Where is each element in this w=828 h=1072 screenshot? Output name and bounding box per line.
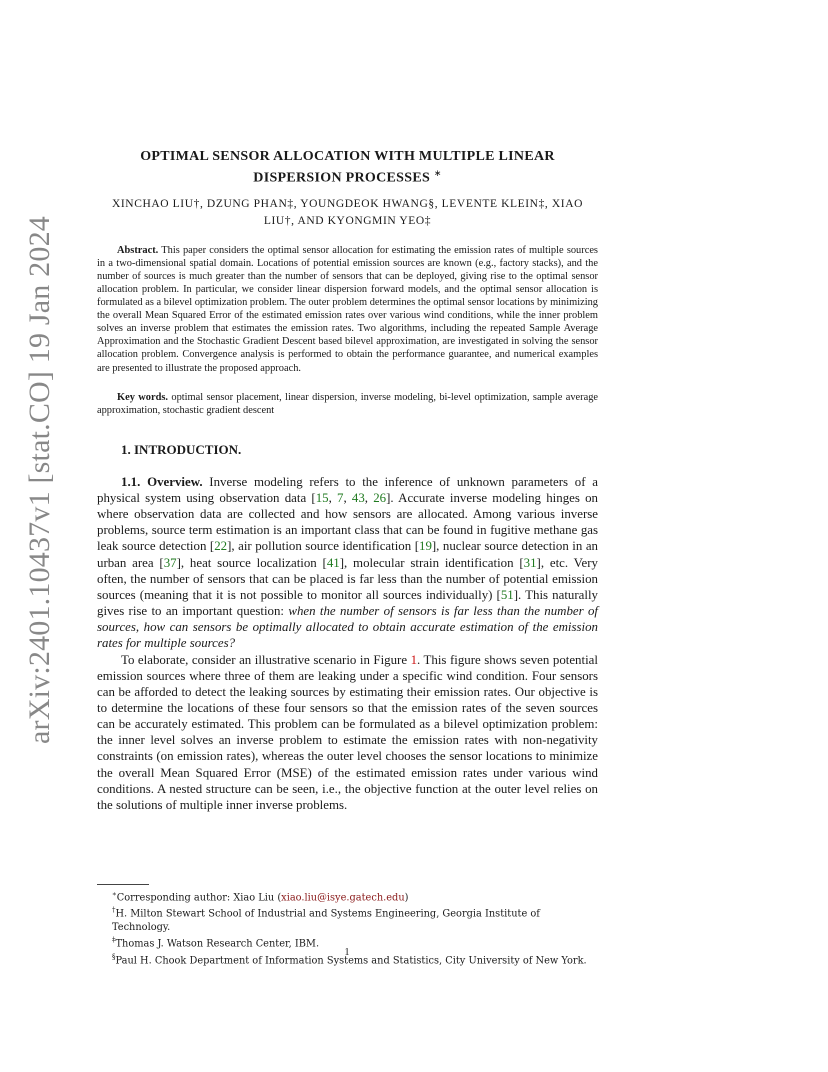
text-run: ], nuclear source detection in an urban area [	[97, 539, 598, 570]
text-run: ], heat source localization [	[176, 555, 327, 570]
footnote-text: Paul H. Chook Department of Information Systems and Statistics, City University of New York.	[115, 954, 587, 966]
footnote-text: )	[404, 892, 409, 904]
page-number: 1	[344, 947, 350, 958]
citation-link[interactable]: 31	[523, 555, 537, 570]
title-footnote-mark: ∗	[433, 168, 442, 178]
title-line-1: OPTIMAL SENSOR ALLOCATION WITH MULTIPLE LINEAR	[140, 149, 555, 164]
footnote-affiliation-gatech	[97, 904, 598, 934]
footnote-corresponding	[97, 888, 598, 904]
text-run: ]. This naturally gives rise to an important question:	[97, 587, 598, 619]
citation-link[interactable]: 15	[315, 490, 329, 505]
abstract	[97, 244, 598, 375]
paragraph-elaborate	[97, 652, 598, 814]
text-run: ], air pollution source identification [	[227, 539, 419, 554]
keywords-heading: Key words.	[117, 391, 168, 403]
citation-link[interactable]: 22	[214, 539, 228, 554]
citation-link[interactable]: 51	[500, 587, 514, 602]
text-run: ], molecular strain identification [	[339, 555, 524, 570]
email-link[interactable]: xiao.liu@isye.gatech.edu	[281, 892, 405, 904]
paragraph-overview: 1.1. Overview. Inverse modeling refers to the inference of unknown parameters of a physical system using observation data [15, 7, 43, 26]. Accurate inverse modeling hinges on where observation data are collected and how sensors are allocated. Among various inverse problems, source term estimation is an important class that can be found in fugitive methane gas leak source detection [22], air pollution source identification [19], nuclear source detection in an urban area [37], heat source localization [41], molecular strain identification [31], etc. Very often, the number of sensors that can be placed is far less than the number of potential emission sources (meaning that it is not possible to monitor all sources individually) [51]. This naturally gives rise to an important question: when the number of sensors is far less than the number of sources, how can sensors be optimally allocated to obtain accurate estimation of the emission rates for multiple sources?	[97, 474, 598, 651]
keywords	[97, 391, 598, 417]
abstract-text: This paper considers the optimal sensor allocation for estimating the emission rates of multiple sources in a two-dimensional spatial domain. Locations of potential emission sources are known (e.g., factory stacks), and the number of sources is much greater than the number of sensors that can be deployed, giving rise to the optimal sensor allocation problem. In particular, we consider linear dispersion forward models, and the optimal sensor allocation is formulated as a bilevel optimization problem. The outer problem determines the optimal sensor locations by minimizing the overall Mean Squared Error of the estimated emission rates over various wind conditions, while the inner problem solves an inverse problem that estimates the emission rates. Two algorithms, including the repeated Sample Average Approximation and the Stochastic Gradient Descent based bilevel approximation, are investigated in solving the sensor allocation problem. Convergence analysis is performed to obtain the performance guarantee, and numerical examples are presented to illustrate the proposed approach.	[97, 244, 598, 374]
footnote-text: Thomas J. Watson Research Center, IBM.	[115, 938, 320, 950]
text-run: Inverse modeling refers to the inference of unknown parameters of a physical system using observation data [	[97, 474, 598, 505]
citation-link[interactable]: 26	[373, 490, 387, 505]
citation-link[interactable]: 37	[163, 555, 177, 570]
figure-link[interactable]: 1	[410, 652, 418, 667]
title-line-2	[97, 165, 598, 187]
arxiv-sidebar	[18, 216, 62, 744]
footnote-text: Corresponding author: Xiao Liu (	[116, 892, 282, 904]
footnote-rule	[97, 884, 149, 885]
text-run: ]. Accurate inverse modeling hinges on where observation data are collected and how sensors are allocated. Among various inverse problems, source term estimation is an important class that can be found in fugitive methane gas leak source detection [	[97, 490, 598, 554]
citation-link[interactable]: 7	[337, 490, 344, 505]
subsection-heading: 1.1. Overview.	[121, 474, 203, 489]
keywords-text: optimal sensor placement, linear dispersion, inverse modeling, bi-level optimization, sample average approximation, stochastic gradient descent	[97, 391, 599, 416]
authors-line-1: XINCHAO LIU†, DZUNG PHAN‡, YOUNGDEOK HWANG§, LEVENTE KLEIN‡, XIAO	[111, 197, 584, 210]
arxiv-identifier: arXiv:2401.10437v1 [stat.CO] 19 Jan 2024	[23, 216, 57, 744]
citation-link[interactable]: 43	[351, 490, 365, 505]
text-run: ], etc. Very often, the number of sensors that can be placed is far less than the number of potential emission sources (meaning that it is not possible to monitor all sources individually) [	[97, 555, 598, 602]
footnote-mark: §	[112, 952, 116, 961]
authors-line-2: LIU†, AND KYONGMIN YEO‡	[263, 214, 432, 227]
title-line-2-text: DISPERSION PROCESSES	[253, 170, 431, 186]
footnote-mark: †	[112, 906, 116, 915]
text-run: . This figure shows seven potential emission sources where three of them are leaking under a specific wind condition. Four sensors can be afforded to detect the leaking sources by estimating their emission rates. Our objective is to determine the locations of these four sensors so that the emission rates of the seven sources can be accurately estimated. This problem can be formulated as a bilevel optimization problem: the inner level solves an inverse problem to estimate the emission rates with non-negativity constraints (on emission rates), whereas the outer level chooses the sensor locations to minimize the overall Mean Squared Error (MSE) of the estimated emission rates under various wind conditions. A nested structure can be seen, i.e., the objective function at the outer level relies on the solutions of multiple inner inverse problems.	[97, 652, 598, 812]
text-run: To elaborate, consider an illustrative scenario in Figure	[121, 652, 411, 667]
footnote-text: H. Milton Stewart School of Industrial and Systems Engineering, Georgia Institute of Technology.	[112, 908, 540, 933]
citation-link[interactable]: 19	[419, 539, 432, 554]
body-text	[97, 474, 598, 813]
research-question: when the number of sensors is far less than the number of sources, how can sensors be optimally allocated to obtain accurate estimation of the emission rates for multiple sources?	[97, 604, 598, 651]
footnote-mark: ‡	[112, 936, 116, 945]
paper-title	[97, 148, 598, 187]
paper-page	[97, 148, 598, 813]
footnote-mark: ∗	[112, 890, 117, 898]
section-heading: 1. INTRODUCTION.	[121, 441, 242, 457]
abstract-heading: Abstract.	[117, 244, 159, 256]
citation-link[interactable]: 41	[326, 555, 340, 570]
author-list	[97, 196, 598, 230]
